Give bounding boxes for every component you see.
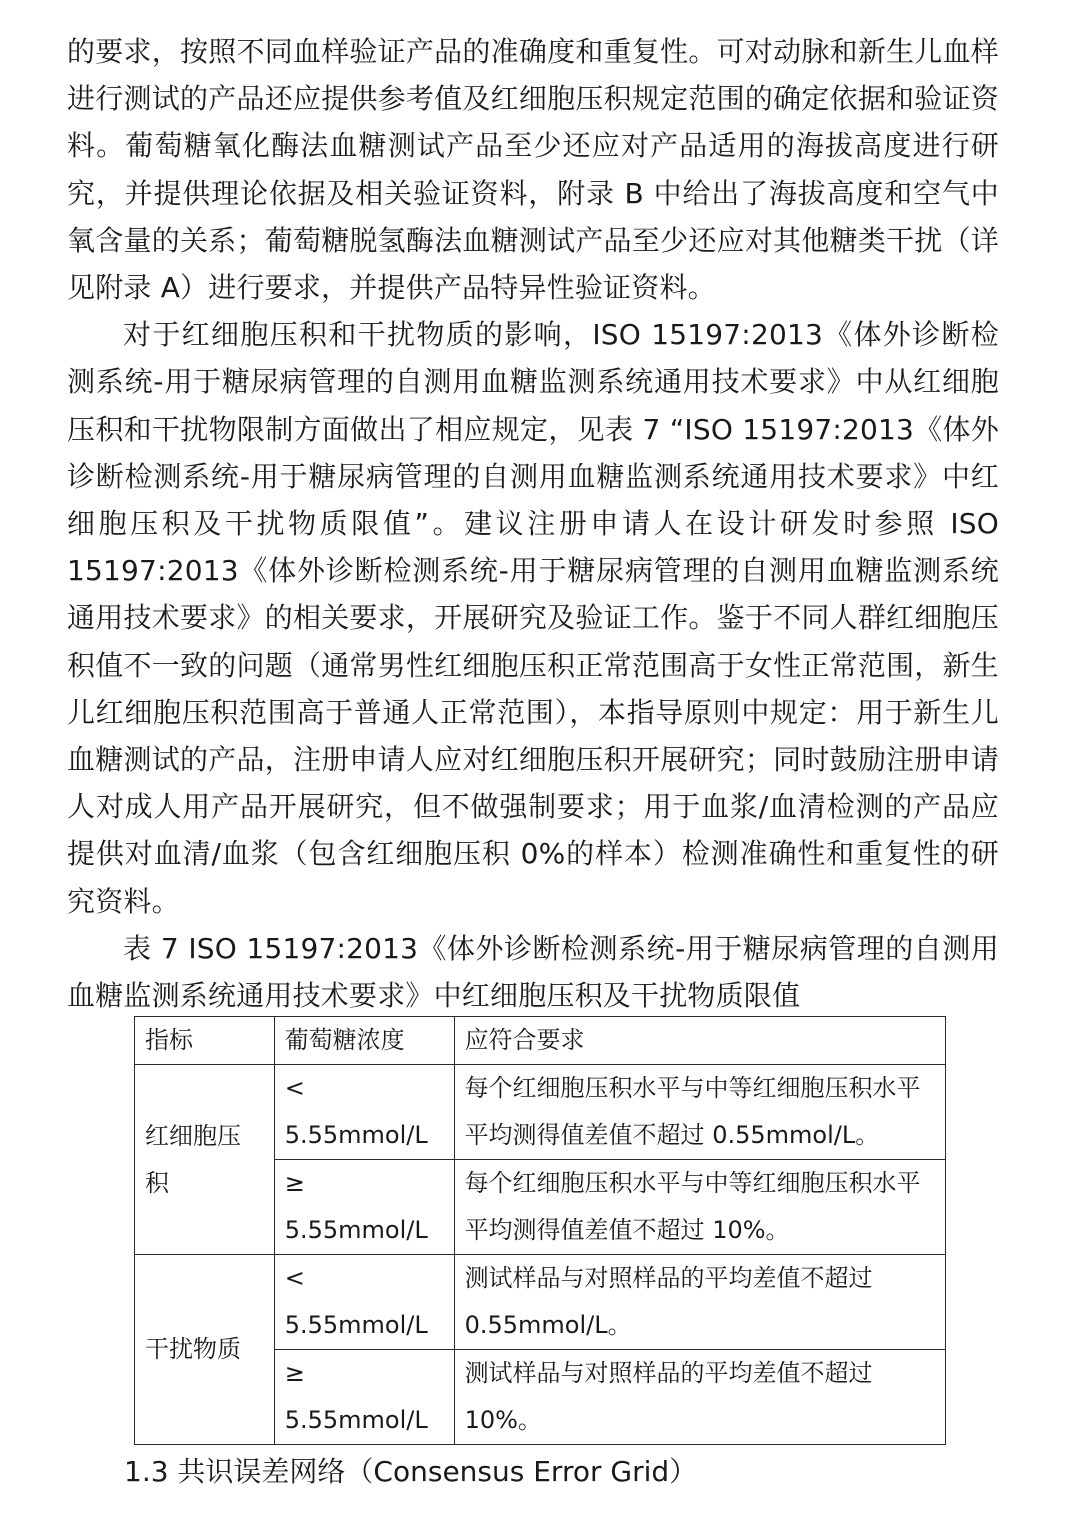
concentration-cell: < 5.55mmol/L bbox=[274, 1255, 454, 1350]
header-requirement: 应符合要求 bbox=[454, 1017, 945, 1065]
header-glucose-concentration: 葡萄糖浓度 bbox=[274, 1017, 454, 1065]
table-header-row bbox=[135, 1017, 946, 1065]
concentration-cell: ≥ 5.55mmol/L bbox=[274, 1350, 454, 1445]
requirement-cell: 每个红细胞压积水平与中等红细胞压积水平平均测得值差值不超过 10%。 bbox=[454, 1160, 945, 1255]
paragraph-2: 对于红细胞压积和干扰物质的影响，ISO 15197:2013《体外诊断检测系统-用于糖尿病管理的自测用血糖监测系统通用技术要求》中从红细胞压积和干扰物限制方面做出了相应规定，见表 7 “ISO 15197:2013《体外诊断检测系统-用于糖尿病管理的自测用血糖监测系统通用技术要求》中红细胞压积及干扰物质限值”。建议注册申请人在设计研发时参照 ISO 15197:2013《体外诊断检测系统-用于糖尿病管理的自测用血糖监测系统通用技术要求》的相关要求，开展研究及验证工作。鉴于不同人群红细胞压积值不一致的问题（通常男性红细胞压积正常范围高于女性正常范围，新生儿红细胞压积范围高于普通人正常范围），本指导原则中规定：用于新生儿血糖测试的产品，注册申请人应对红细胞压积开展研究；同时鼓励注册申请人对成人用产品开展研究，但不做强制要求；用于血浆/血清检测的产品应提供对血清/血浆（包含红细胞压积 0%的样本）检测准确性和重复性的研究资料。 bbox=[67, 318, 999, 918]
requirement-cell: 每个红细胞压积水平与中等红细胞压积水平平均测得值差值不超过 0.55mmol/L。 bbox=[454, 1065, 945, 1160]
table-row bbox=[135, 1255, 946, 1350]
indicator-cell: 红细胞压积 bbox=[135, 1065, 275, 1255]
requirement-cell: 测试样品与对照样品的平均差值不超过 10%。 bbox=[454, 1350, 945, 1445]
requirement-cell: 测试样品与对照样品的平均差值不超过 0.55mmol/L。 bbox=[454, 1255, 945, 1350]
paragraph-1: 的要求，按照不同血样验证产品的准确度和重复性。可对动脉和新生儿血样进行测试的产品还应提供参考值及红细胞压积规定范围的确定依据和验证资料。葡萄糖氧化酶法血糖测试产品至少还应对产品适用的海拔高度进行研究，并提供理论依据及相关验证资料，附录 B 中给出了海拔高度和空气中氧含量的关系；葡萄糖脱氢酶法血糖测试产品至少还应对其他糖类干扰（详见附录 A）进行要求，并提供产品特异性验证资料。 bbox=[67, 35, 999, 305]
table-row bbox=[135, 1065, 946, 1160]
header-indicator: 指标 bbox=[135, 1017, 275, 1065]
concentration-cell: < 5.55mmol/L bbox=[274, 1065, 454, 1160]
table-caption: 表 7 ISO 15197:2013《体外诊断检测系统-用于糖尿病管理的自测用血糖监测系统通用技术要求》中红细胞压积及干扰物质限值 bbox=[67, 931, 999, 1013]
document-body bbox=[67, 28, 999, 1019]
indicator-cell: 干扰物质 bbox=[135, 1255, 275, 1445]
concentration-cell: ≥ 5.55mmol/L bbox=[274, 1160, 454, 1255]
section-heading: 1.3 共识误差网络（Consensus Error Grid） bbox=[124, 1455, 698, 1488]
hematocrit-interference-table bbox=[134, 1016, 946, 1445]
